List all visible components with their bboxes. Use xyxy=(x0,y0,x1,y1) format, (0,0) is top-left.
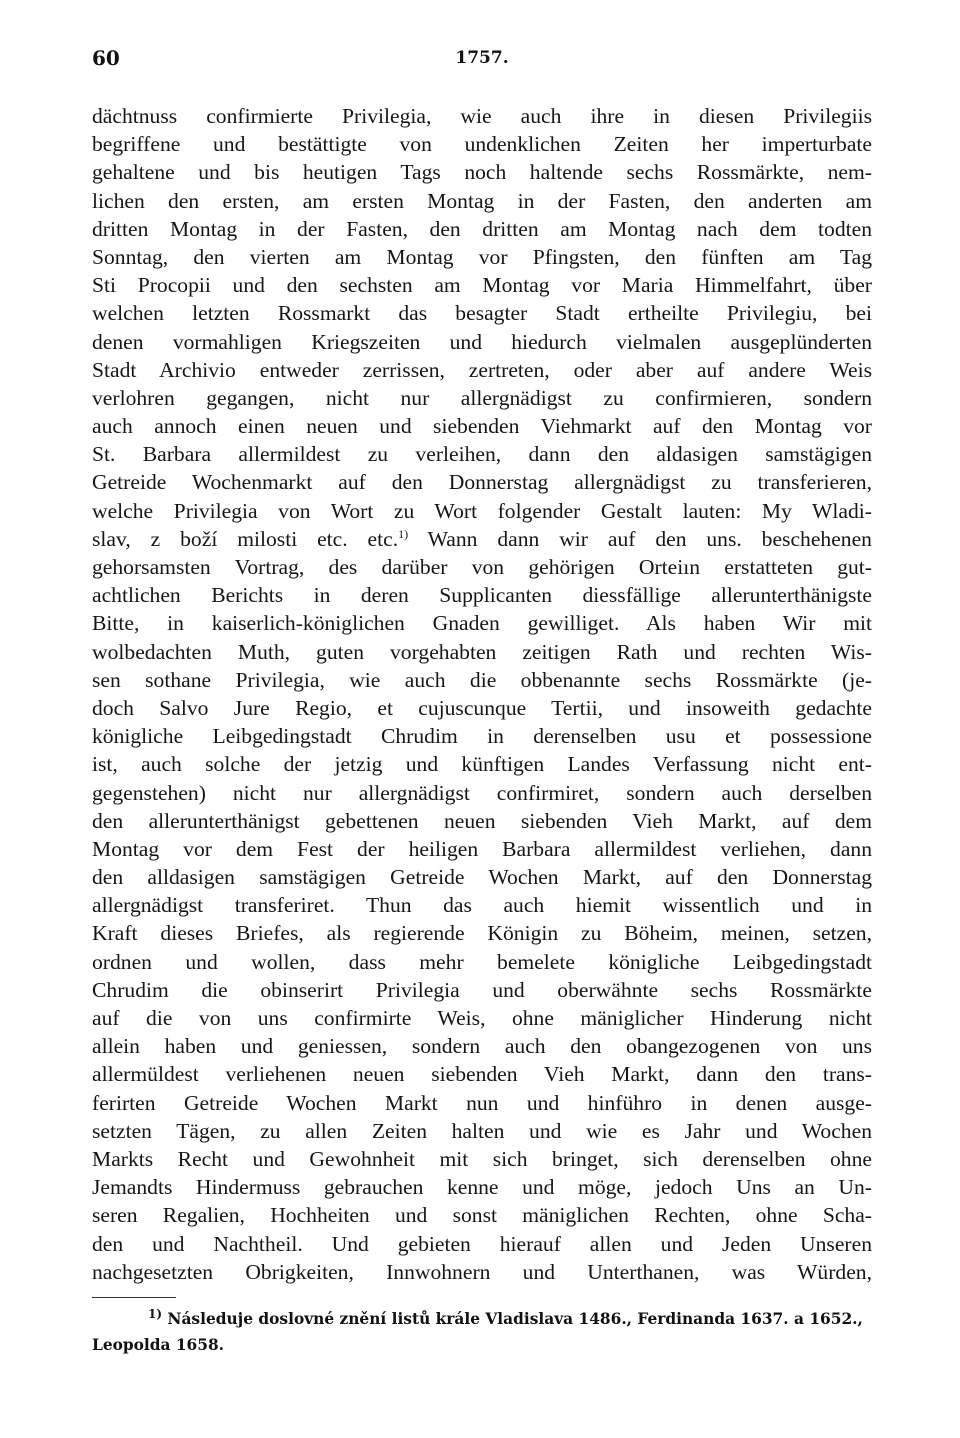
text-line: gehorsamsten Vortrag, des darüber von gehörigen Orteiın erstatteten gut- xyxy=(92,555,872,579)
text-line: ist, auch solche der jetzig und künftigen Landes Verfassung nicht ent- xyxy=(92,752,872,777)
text-line: allein haben und geniessen, sondern auch den obangezogenen von uns xyxy=(92,1034,872,1059)
footnote-text: Následuje doslovné znění listů krále Vladislava 1486., Ferdinanda 1637. a 1652., xyxy=(167,1310,863,1328)
footnote-reference: 1) xyxy=(398,526,409,541)
main-text xyxy=(92,102,872,1286)
text-line: ferirten Getreide Wochen Markt nun und hinführo in denen ausge- xyxy=(92,1090,872,1115)
text-line: denen vormahligen Kriegszeiten und hiedurch vielmalen ausgeplünderten xyxy=(92,329,872,354)
text-line: Sti Procopii und den sechsten am Montag vor Maria Himmelfahrt, über xyxy=(92,273,872,298)
text-line: ordnen und wollen, dass mehr bemelete königliche Leibgedingstadt xyxy=(92,949,872,974)
text-line: Jemandts Hindermuss gebrauchen kenne und möge, jedoch Uns an Un- xyxy=(92,1175,872,1200)
text-line: gegenstehen) nicht nur allergnädigst confirmiret, sondern auch derselben xyxy=(92,780,872,805)
text-line: allergnädigst transferiret. Thun das auch hiemit wissentlich und in xyxy=(92,893,872,918)
text-line: Stadt Archivio entweder zerrissen, zertreten, oder aber auf andere Weis xyxy=(92,357,872,382)
footnote xyxy=(92,1306,872,1358)
text-line: Montag vor dem Fest der heiligen Barbara allermildest verliehen, dann xyxy=(92,836,872,861)
footnote-line xyxy=(92,1306,872,1332)
text-line: gehaltene und bis heutigen Tags noch haltende sechs Rossmärkte, nem- xyxy=(92,160,872,185)
text-line: setzten Tägen, zu allen Zeiten halten und wie es Jahr und Wochen xyxy=(92,1118,872,1143)
text-line: dächtnuss confirmierte Privilegia, wie auch ihre in diesen Privilegiis xyxy=(92,104,872,128)
text-line: verlohren gegangen, nicht nur allergnädigst zu confirmieren, sondern xyxy=(92,385,872,410)
text-line: wolbedachten Muth, guten vorgehabten zeitigen Rath und rechten Wis- xyxy=(92,639,872,664)
text-line: doch Salvo Jure Regio, et cujuscunque Tertii, und insoweith gedachte xyxy=(92,695,872,720)
text-line: auch annoch einen neuen und siebenden Viehmarkt auf den Montag vor xyxy=(92,414,872,439)
text-line: lichen den ersten, am ersten Montag in der Fasten, den anderten am xyxy=(92,188,872,213)
text-line: Kraft dieses Briefes, als regierende Königin zu Böheim, meinen, setzen, xyxy=(92,921,872,946)
text-line: Markts Recht und Gewohnheit mit sich bringet, sich derenselben ohne xyxy=(92,1146,872,1171)
text-line: seren Regalien, Hochheiten und sonst mäniglichen Rechten, ohne Scha- xyxy=(92,1203,872,1228)
text-line: achtlichen Berichts in deren Supplicanten diessfällige allerunterthänigste xyxy=(92,583,872,608)
text-line: Getreide Wochenmarkt auf den Donnerstag allergnädigst zu transferieren, xyxy=(92,470,872,495)
text-line: dritten Montag in der Fasten, den dritten am Montag nach dem todten xyxy=(92,216,872,241)
footnote-separator xyxy=(92,1297,176,1298)
page-header xyxy=(92,46,872,76)
text-line: Bitte, in kaiserlich-königlichen Gnaden gewilliget. Als haben Wir mit xyxy=(92,611,872,636)
text-line: auf die von uns confirmirte Weis, ohne mäniglicher Hinderung nicht xyxy=(92,1006,872,1030)
text-line: begriffene und bestättigte von undenklichen Zeiten her imperturbate xyxy=(92,132,872,157)
text-line: sen sothane Privilegia, wie auch die obbenannte sechs Rossmärkte (je- xyxy=(92,667,872,692)
page-number: 60 xyxy=(92,46,120,70)
text-line: St. Barbara allermildest zu verleihen, dann den aldasigen samstägigen xyxy=(92,442,872,467)
text-segment: slav, z boží milosti etc. etc. xyxy=(92,526,399,551)
text-line: Chrudim die obinserirt Privilegia und oberwähnte sechs Rossmärkte xyxy=(92,977,872,1002)
text-line: welche Privilegia von Wort zu Wort folgender Gestalt lauten: My Wladi- xyxy=(92,498,872,523)
text-line: den allerunterthänigst gebettenen neuen siebenden Vieh Markt, auf dem xyxy=(92,808,872,833)
footnote-line: Leopolda 1658. xyxy=(92,1336,225,1354)
text-line: allermüldest verliehenen neuen siebenden Vieh Markt, dann den trans- xyxy=(92,1062,872,1087)
text-line: nachgesetzten Obrigkeiten, Innwohnern und Unterthanen, was Würden, xyxy=(92,1259,872,1284)
text-line: Sonntag, den vierten am Montag vor Pfingsten, den fünften am Tag xyxy=(92,244,872,269)
text-segment: Wann dann wir auf den uns. beschehenen xyxy=(427,526,872,551)
text-line-with-footnote-ref xyxy=(92,525,872,553)
text-line: den alldasigen samstägigen Getreide Wochen Markt, auf den Donnerstag xyxy=(92,865,872,890)
text-line: den und Nachtheil. Und gebieten hierauf allen und Jeden Unseren xyxy=(92,1231,872,1256)
text-line: welchen letzten Rossmarkt das besagter Stadt ertheilte Privilegiu, bei xyxy=(92,301,872,326)
footnote-marker: 1) xyxy=(148,1306,163,1321)
running-head-year: 1757. xyxy=(455,48,509,68)
text-line: königliche Leibgedingstadt Chrudim in derenselben usu et possessione xyxy=(92,724,872,749)
